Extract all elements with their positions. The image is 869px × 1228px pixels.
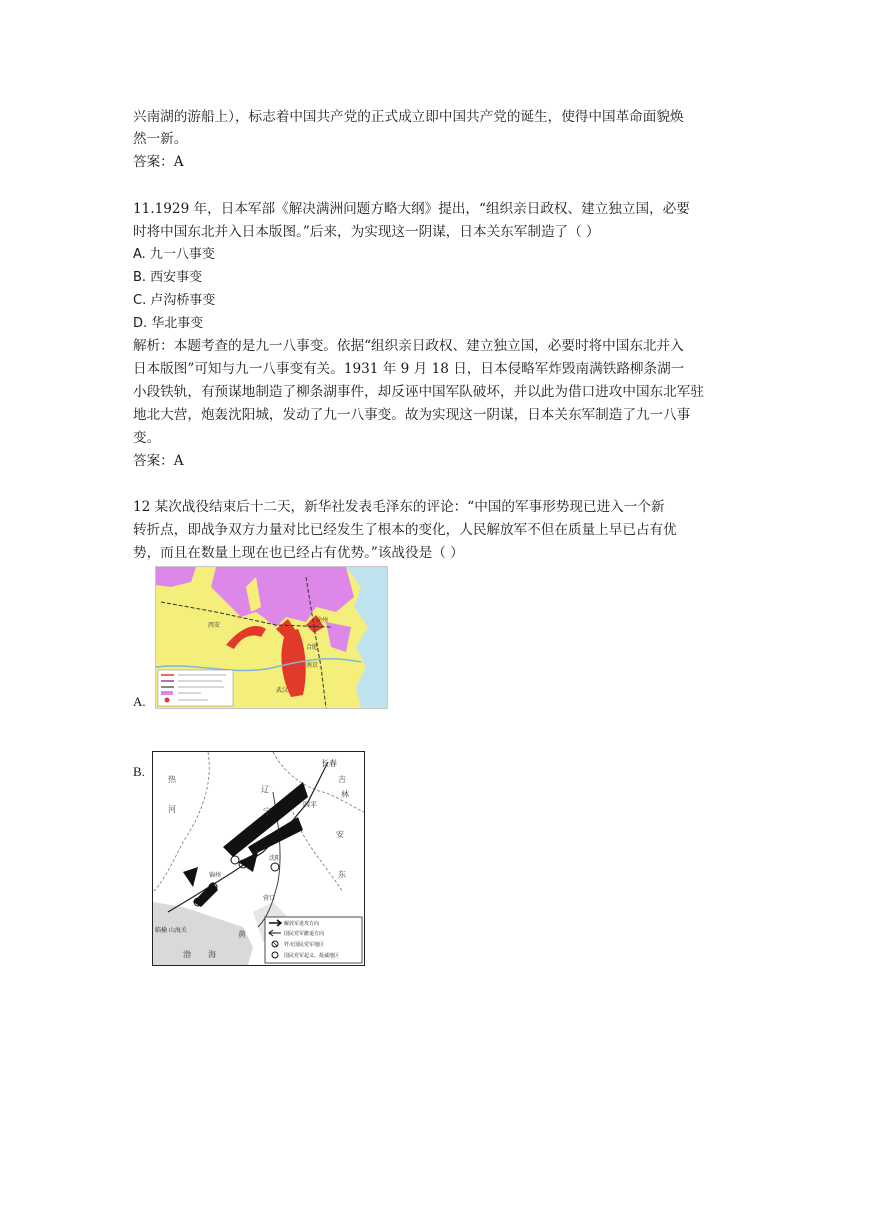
text-line: 然一新。 — [133, 131, 188, 147]
analysis-line: 日本版图”可知与九一八事变有关。1931 年 9 月 18 日，日本侵略军炸毁南满铁路柳条湖一 — [133, 361, 685, 377]
place-label: 徐州 — [316, 617, 329, 624]
option-a-map — [155, 566, 388, 709]
option-b-map — [152, 751, 365, 966]
option-d: D. 华北事变 — [133, 316, 204, 331]
place-label: 南京 — [306, 662, 319, 669]
legend-entry: 解放军进攻方向 — [284, 921, 320, 927]
analysis-line: 变。 — [133, 430, 161, 446]
option-b: B. 西安事变 — [133, 270, 203, 285]
place-label: 渤 — [183, 950, 191, 959]
option-c: C. 卢沟桥事变 — [133, 293, 216, 308]
option-a: A. 九一八事变 — [133, 247, 215, 262]
text-line: 兴南湖的游船上），标志着中国共产党的正式成立即中国共产党的诞生，使得中国革命面貌焕 — [133, 109, 684, 125]
place-label: 沈阳 — [269, 855, 282, 862]
question-stem-line: 12 某次战役结束后十二天，新华社发表毛泽东的评论：“中国的军事形势现已进入一个新 — [133, 499, 665, 515]
answer-line: 答案：A — [133, 154, 184, 170]
place-label: 长春 — [321, 759, 337, 768]
place-label: 林 — [341, 790, 349, 799]
legend-entry: 国民党军撤退方向 — [284, 931, 325, 937]
place-label: 西安 — [208, 622, 221, 629]
place-label: 营口 — [263, 895, 276, 902]
legend-entry: 歼灭国民党军地区 — [284, 942, 325, 948]
place-label: 热 — [168, 775, 176, 784]
place-label: 四平 — [303, 801, 317, 809]
place-label: 辽 — [261, 785, 269, 794]
option-b-label: B. — [133, 764, 145, 779]
place-label: 合肥 — [306, 644, 319, 651]
place-label: 黄 — [238, 930, 246, 939]
analysis-line: 解析：本题考查的是九一八事变。依据“组织亲日政权、建立独立国，必要时将中国东北并入 — [133, 338, 684, 354]
place-label: 宁 — [263, 807, 271, 816]
answer-line: 答案：A — [133, 453, 184, 469]
analysis-line: 小段铁轨，有预谋地制造了柳条湖事件，却反诬中国军队破坏，并以此为借口进攻中国东北军驻 — [133, 384, 704, 400]
question-stem-line: 时将中国东北并入日本版图。”后来，为实现这一阴谋，日本关东军制造了（ ） — [133, 224, 600, 240]
analysis-line: 地北大营，炮轰沈阳城，发动了九一八事变。故为实现这一阴谋，日本关东军制造了九一八事 — [133, 407, 691, 423]
question-stem-line: 11.1929 年，日本军部《解决满洲问题方略大纲》提出，“组织亲日政权、建立独立国，必要 — [133, 201, 690, 217]
place-label: 武汉 — [276, 687, 289, 694]
option-a-label: A. — [133, 694, 146, 709]
question-stem-line: 转折点，即战争双方力量对比已经发生了根本的变化，人民解放军不但在质量上早已占有优 — [133, 522, 677, 538]
legend-entry: 国民党军起义、投诚地区 — [284, 953, 340, 959]
place-label: 海 — [208, 950, 216, 959]
place-label: 安 — [336, 830, 344, 839]
place-label: 锦州 — [209, 872, 222, 879]
place-label: 东 — [338, 870, 346, 879]
place-label: 河 — [168, 805, 176, 814]
place-label: 吉 — [338, 775, 346, 784]
question-stem-line: 势，而且在数量上现在也已经占有优势。”该战役是（ ） — [133, 545, 464, 561]
place-label: 临榆 山海关 — [155, 927, 187, 934]
